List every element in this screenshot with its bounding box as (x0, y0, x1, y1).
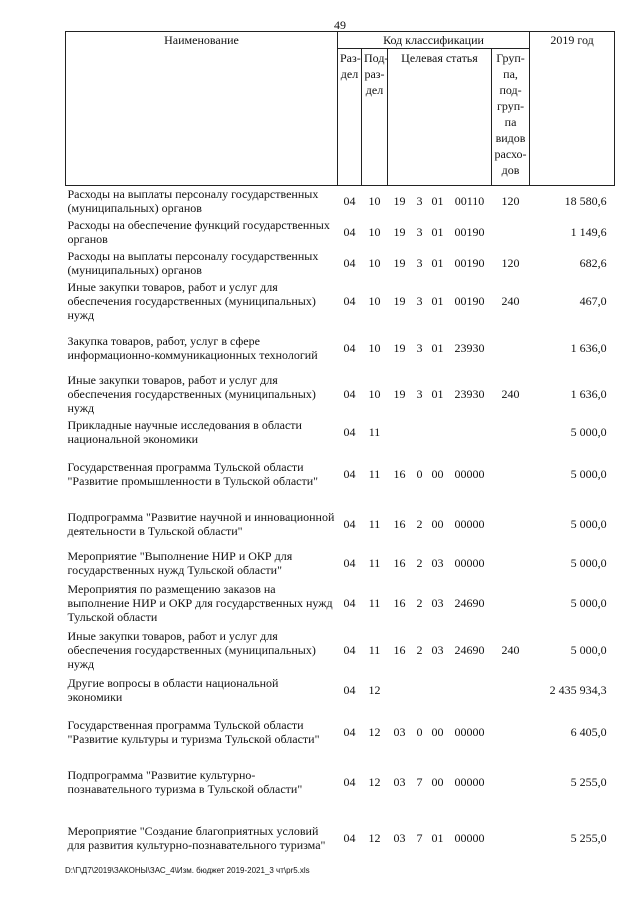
cell-name: Прикладные научные исследования в области национальной экономики (67, 418, 302, 446)
cell-vr (492, 324, 530, 372)
cell-t2 (412, 673, 428, 707)
cell-rz: 04 (343, 425, 356, 439)
cell-sum: 5 255,0 (570, 830, 607, 845)
cell-vr (492, 448, 530, 500)
cell-pr: 11 (368, 556, 381, 570)
cell-t3: 01 (431, 225, 444, 239)
cell-vr (492, 707, 530, 757)
cell-name: Иные закупки товаров, работ и услуг для обеспечения государственных (муниципальных) нужд (67, 628, 316, 671)
cell-vr: 240 (501, 387, 520, 401)
cell-pr: 10 (368, 225, 381, 239)
cell-name: Закупка товаров, работ, услуг в сфере информационно-коммуникационных технологий (67, 333, 318, 362)
table-row (66, 248, 615, 279)
cell-t3: 01 (431, 294, 444, 308)
cell-vr (492, 417, 530, 448)
cell-t1: 16 (393, 466, 406, 481)
cell-sum: 5 000,0 (570, 425, 607, 439)
cell-rz: 04 (343, 225, 356, 239)
cell-t2: 3 (416, 256, 423, 270)
cell-sum: 1 149,6 (570, 225, 607, 239)
header-name: Наименование (66, 32, 338, 186)
cell-pr: 11 (368, 425, 381, 439)
cell-t2: 2 (416, 556, 423, 570)
table-row (66, 707, 615, 757)
cell-t4: 24690 (454, 642, 485, 657)
table-row (66, 279, 615, 324)
cell-rz: 04 (343, 774, 356, 789)
cell-name: Подпрограмма "Развитие культурно-познавательного туризма в Тульской области" (67, 767, 303, 796)
cell-rz: 04 (343, 294, 356, 308)
cell-vr (492, 500, 530, 548)
cell-t4: 23930 (454, 340, 485, 355)
cell-pr: 10 (368, 387, 381, 401)
cell-t2: 0 (416, 724, 423, 739)
cell-name: Подпрограмма "Развитие научной и инновационной деятельности в Тульской области" (67, 509, 335, 538)
cell-rz: 04 (343, 682, 356, 697)
table-row (66, 627, 615, 673)
cell-rz: 04 (343, 830, 356, 845)
cell-pr: 11 (368, 642, 381, 657)
cell-t3 (428, 673, 448, 707)
table-row (66, 186, 615, 217)
cell-t3: 03 (431, 595, 444, 610)
cell-t2: 3 (416, 387, 423, 401)
cell-pr: 12 (368, 774, 381, 789)
cell-rz: 04 (343, 642, 356, 657)
cell-name: Государственная программа Тульской области "Развитие культуры и туризма Тульской области" (67, 717, 320, 746)
cell-t2: 7 (416, 774, 423, 789)
cell-t3: 01 (431, 830, 444, 845)
cell-name: Другие вопросы в области национальной экономики (67, 675, 279, 704)
table-row (66, 417, 615, 448)
table-row (66, 217, 615, 248)
table-row (66, 579, 615, 627)
cell-t4: 00000 (454, 466, 485, 481)
cell-name: Расходы на выплаты персоналу государственных (муниципальных) органов (67, 187, 319, 216)
cell-sum: 467,0 (579, 294, 607, 308)
cell-sum: 18 580,6 (564, 194, 607, 209)
cell-t1: 19 (393, 256, 406, 270)
cell-name: Расходы на обеспечение функций государственных органов (67, 218, 330, 246)
cell-vr (492, 548, 530, 579)
cell-rz: 04 (343, 516, 356, 531)
cell-rz: 04 (343, 595, 356, 610)
cell-t3: 03 (431, 642, 444, 657)
cell-t1: 03 (393, 774, 406, 789)
cell-pr: 11 (368, 516, 381, 531)
cell-t3: 03 (431, 556, 444, 570)
table-row (66, 757, 615, 807)
cell-t2: 3 (416, 225, 423, 239)
cell-pr: 11 (368, 595, 381, 610)
cell-rz: 04 (343, 340, 356, 355)
cell-t1: 03 (393, 830, 406, 845)
cell-t4: 00000 (454, 516, 485, 531)
cell-t1: 19 (393, 294, 406, 308)
cell-vr (492, 807, 530, 869)
cell-t4: 00190 (454, 225, 485, 239)
cell-t1: 19 (393, 194, 406, 209)
cell-t1: 03 (393, 724, 406, 739)
header-group: Груп- па, под- груп- па видов расхо- дов (492, 49, 530, 186)
cell-vr (492, 757, 530, 807)
cell-t2: 2 (416, 642, 423, 657)
cell-vr (492, 217, 530, 248)
cell-rz: 04 (343, 466, 356, 481)
cell-t4: 00000 (454, 556, 485, 570)
cell-t3: 01 (431, 256, 444, 270)
cell-t2: 3 (416, 194, 423, 209)
table-row (66, 548, 615, 579)
cell-t4: 00110 (454, 194, 485, 209)
cell-t2: 0 (416, 466, 423, 481)
cell-t4: 00000 (454, 830, 485, 845)
cell-t4: 00000 (454, 774, 485, 789)
cell-sum: 682,6 (579, 256, 607, 270)
cell-t1: 16 (393, 595, 406, 610)
header-razdel: Раз- дел (338, 49, 362, 186)
cell-vr: 120 (501, 256, 520, 270)
cell-vr: 240 (501, 642, 520, 657)
cell-t3: 01 (431, 340, 444, 355)
cell-sum: 5 000,0 (570, 595, 607, 610)
cell-t4: 00190 (454, 256, 485, 270)
cell-sum: 6 405,0 (570, 724, 607, 739)
cell-vr: 120 (501, 194, 520, 209)
cell-t1: 16 (393, 642, 406, 657)
cell-name: Иные закупки товаров, работ и услуг для обеспечения государственных (муниципальных) нужд (67, 280, 316, 322)
cell-t4 (448, 417, 492, 448)
cell-t3: 00 (431, 466, 444, 481)
cell-t4: 00000 (454, 724, 485, 739)
table-row (66, 673, 615, 707)
cell-t1 (388, 417, 412, 448)
cell-t1 (388, 673, 412, 707)
cell-name: Государственная программа Тульской области "Развитие промышленности в Тульской области" (67, 459, 319, 488)
cell-pr: 10 (368, 194, 381, 209)
table-row (66, 324, 615, 372)
cell-t2: 2 (416, 516, 423, 531)
cell-sum: 2 435 934,3 (549, 682, 607, 697)
table-row (66, 500, 615, 548)
cell-name: Мероприятия по размещению заказов на выполнение НИР и ОКР для государственных нужд Тульской области (67, 581, 333, 624)
header-year: 2019 год (530, 32, 615, 186)
cell-t4: 00190 (454, 294, 485, 308)
cell-sum: 1 636,0 (570, 340, 607, 355)
table-row (66, 807, 615, 869)
cell-rz: 04 (343, 194, 356, 209)
cell-pr: 10 (368, 294, 381, 308)
file-path-footer: D:\Г\Д7\2019\ЗАКОНЫ\ЗАС_4\Изм. бюджет 2019-2021_3 чт\pr5.xls (65, 866, 310, 875)
header-target: Целевая статья (388, 49, 492, 186)
cell-t3: 01 (431, 387, 444, 401)
cell-vr (492, 673, 530, 707)
cell-name: Иные закупки товаров, работ и услуг для обеспечения государственных (муниципальных) нужд (67, 373, 316, 415)
cell-t1: 16 (393, 556, 406, 570)
cell-pr: 12 (368, 724, 381, 739)
cell-t3: 00 (431, 774, 444, 789)
cell-sum: 5 255,0 (570, 774, 607, 789)
cell-t2: 7 (416, 830, 423, 845)
cell-t4 (448, 673, 492, 707)
cell-vr: 240 (501, 294, 520, 308)
cell-t1: 19 (393, 340, 406, 355)
cell-rz: 04 (343, 724, 356, 739)
cell-rz: 04 (343, 387, 356, 401)
page-number: 49 (334, 18, 346, 32)
cell-sum: 5 000,0 (570, 516, 607, 531)
table-row (66, 372, 615, 417)
cell-t1: 19 (393, 387, 406, 401)
cell-pr: 12 (368, 682, 381, 697)
cell-pr: 10 (368, 340, 381, 355)
table-row (66, 448, 615, 500)
cell-pr: 11 (368, 466, 381, 481)
cell-name: Мероприятие "Создание благоприятных условий для развития культурно-познавательного туризма" (67, 823, 326, 852)
cell-sum: 5 000,0 (570, 466, 607, 481)
cell-sum: 5 000,0 (570, 642, 607, 657)
cell-t3: 00 (431, 516, 444, 531)
cell-pr: 10 (368, 256, 381, 270)
cell-t2: 2 (416, 595, 423, 610)
cell-t2: 3 (416, 340, 423, 355)
cell-t1: 19 (393, 225, 406, 239)
budget-table (65, 31, 615, 869)
cell-rz: 04 (343, 556, 356, 570)
cell-t2 (412, 417, 428, 448)
cell-t2: 3 (416, 294, 423, 308)
cell-t3: 01 (431, 194, 444, 209)
cell-sum: 5 000,0 (570, 556, 607, 570)
cell-vr (492, 579, 530, 627)
cell-pr: 12 (368, 830, 381, 845)
cell-name: Мероприятие "Выполнение НИР и ОКР для государственных нужд Тульской области" (67, 549, 293, 577)
cell-name: Расходы на выплаты персоналу государственных (муниципальных) органов (67, 249, 319, 277)
cell-t4: 23930 (454, 387, 485, 401)
cell-rz: 04 (343, 256, 356, 270)
cell-t1: 16 (393, 516, 406, 531)
cell-t3 (428, 417, 448, 448)
header-podrazdel: Под- раз- дел (362, 49, 388, 186)
cell-sum: 1 636,0 (570, 387, 607, 401)
cell-t4: 24690 (454, 595, 485, 610)
header-code: Код классификации (338, 32, 530, 49)
cell-t3: 00 (431, 724, 444, 739)
